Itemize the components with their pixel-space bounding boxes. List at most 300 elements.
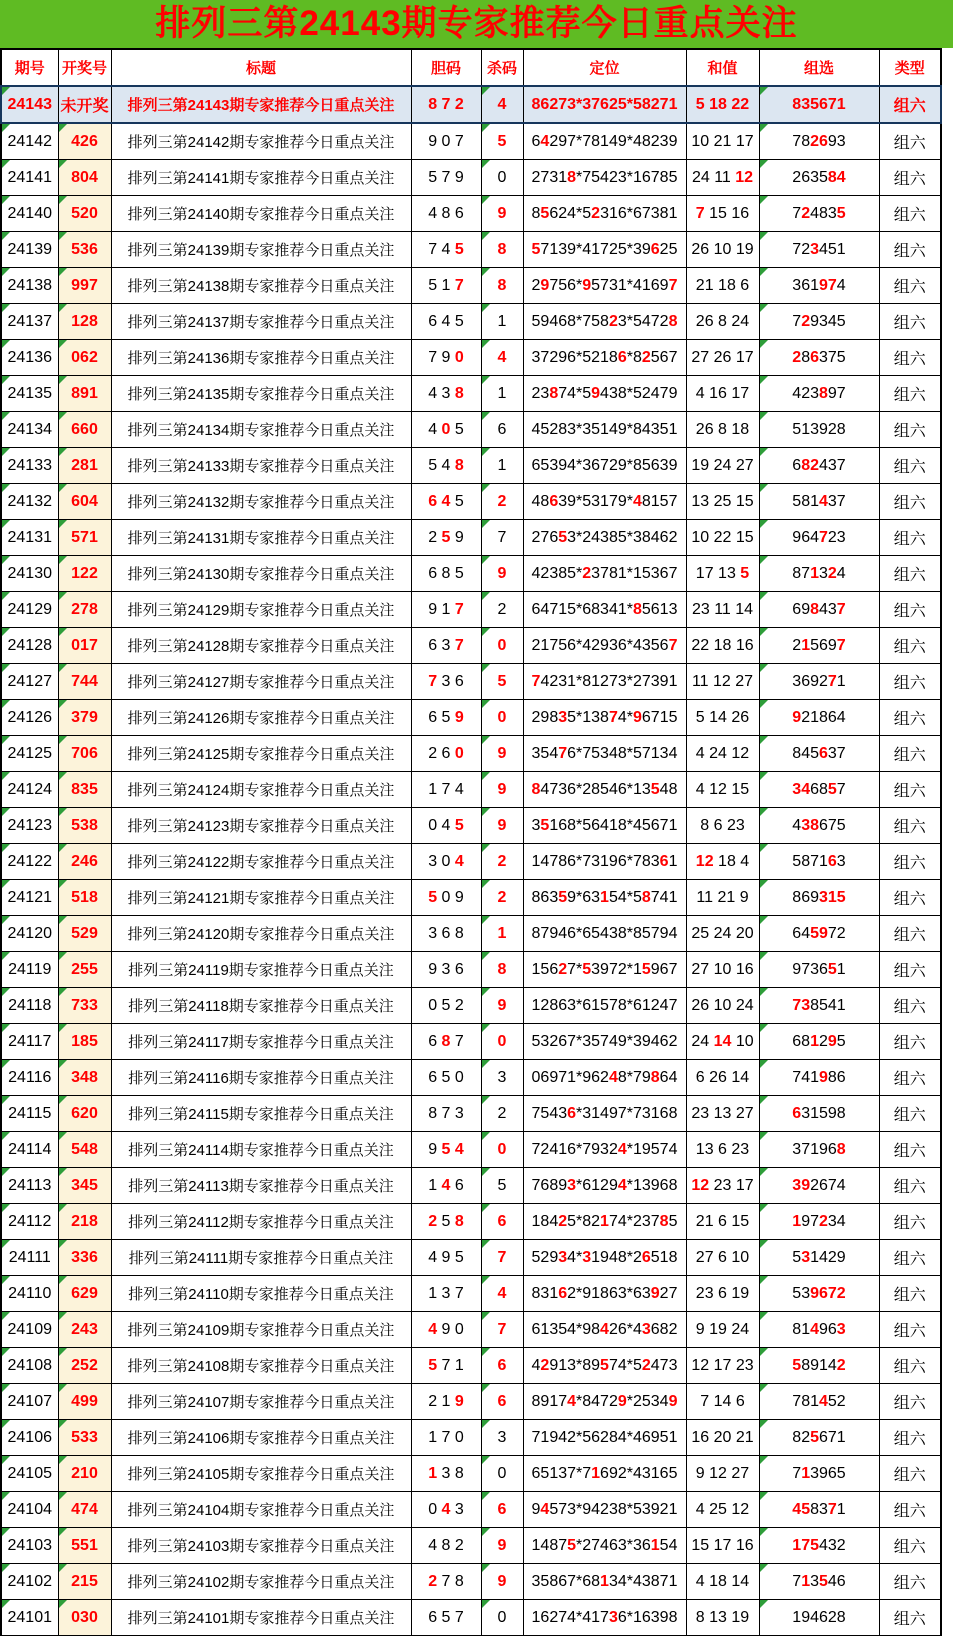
cell-dan[interactable]: 6 3 7 [411, 628, 481, 664]
cell-pos[interactable]: 29756*95731*41697 [523, 268, 686, 304]
cell-sum[interactable]: 11 21 9 [686, 880, 759, 916]
cell-d[interactable]: 122 [58, 556, 111, 592]
cell-dan[interactable]: 5 0 9 [411, 880, 481, 916]
cell-d[interactable]: 891 [58, 376, 111, 412]
cell-g[interactable]: 698437 [759, 592, 879, 628]
cell-pos[interactable]: 87946*65438*85794 [523, 916, 686, 952]
cell-sum[interactable]: 16 20 21 [686, 1420, 759, 1456]
cell-d[interactable]: 551 [58, 1528, 111, 1564]
cell-d[interactable]: 706 [58, 736, 111, 772]
cell-sum[interactable]: 10 21 17 [686, 123, 759, 160]
cell-g[interactable]: 346857 [759, 772, 879, 808]
cell-ty[interactable]: 组六 [879, 1204, 941, 1240]
cell-ty[interactable]: 组六 [879, 844, 941, 880]
cell-p[interactable]: 24136 [1, 340, 58, 376]
cell-p[interactable]: 24134 [1, 412, 58, 448]
cell-sum[interactable]: 7 14 6 [686, 1384, 759, 1420]
cell-pos[interactable]: 83162*91863*63927 [523, 1276, 686, 1312]
cell-sum[interactable]: 9 19 24 [686, 1312, 759, 1348]
cell-k[interactable]: 5 [481, 1168, 523, 1204]
cell-g[interactable]: 814963 [759, 1312, 879, 1348]
cell-sum[interactable]: 26 8 24 [686, 304, 759, 340]
cell-t[interactable]: 排列三第24129期专家推荐今日重点关注 [111, 592, 411, 628]
cell-sum[interactable]: 21 18 6 [686, 268, 759, 304]
cell-g[interactable]: 539672 [759, 1276, 879, 1312]
cell-t[interactable]: 排列三第24104期专家推荐今日重点关注 [111, 1492, 411, 1528]
cell-dan[interactable]: 4 8 6 [411, 196, 481, 232]
cell-t[interactable]: 排列三第24124期专家推荐今日重点关注 [111, 772, 411, 808]
cell-k[interactable] [481, 916, 523, 952]
cell-p[interactable]: 24121 [1, 880, 58, 916]
cell-sum[interactable]: 11 12 27 [686, 664, 759, 700]
cell-ty[interactable]: 组六 [879, 86, 941, 123]
cell-t[interactable]: 排列三第24111期专家推荐今日重点关注 [111, 1240, 411, 1276]
cell-ty[interactable]: 组六 [879, 664, 941, 700]
cell-sum[interactable]: 12 17 23 [686, 1348, 759, 1384]
cell-ty[interactable]: 组六 [879, 1312, 941, 1348]
cell-d[interactable]: 629 [58, 1276, 111, 1312]
cell-g[interactable]: 361974 [759, 268, 879, 304]
cell-pos[interactable]: 12863*61578*61247 [523, 988, 686, 1024]
cell-pos[interactable]: 21756*42936*43567 [523, 628, 686, 664]
cell-d[interactable]: 835 [58, 772, 111, 808]
cell-pos[interactable]: 64715*68341*85613 [523, 592, 686, 628]
cell-g[interactable]: 713546 [759, 1564, 879, 1600]
cell-k[interactable] [481, 1564, 523, 1600]
cell-g[interactable]: 724835 [759, 196, 879, 232]
cell-d[interactable]: 620 [58, 1096, 111, 1132]
cell-k[interactable] [481, 772, 523, 808]
cell-p[interactable]: 24116 [1, 1060, 58, 1096]
cell-p[interactable]: 24142 [1, 123, 58, 160]
cell-g[interactable]: 781452 [759, 1384, 879, 1420]
cell-k[interactable] [481, 952, 523, 988]
cell-ty[interactable]: 组六 [879, 700, 941, 736]
cell-pos[interactable]: 42385*23781*15367 [523, 556, 686, 592]
cell-d[interactable]: 030 [58, 1600, 111, 1636]
cell-g[interactable]: 369271 [759, 664, 879, 700]
cell-sum[interactable]: 4 18 14 [686, 1564, 759, 1600]
cell-k[interactable]: 0 [481, 160, 523, 196]
cell-pos[interactable]: 14875*27463*36154 [523, 1528, 686, 1564]
cell-g[interactable]: 738541 [759, 988, 879, 1024]
column-header-p[interactable]: 期号 [1, 49, 58, 86]
cell-g[interactable]: 175432 [759, 1528, 879, 1564]
cell-p[interactable]: 24129 [1, 592, 58, 628]
cell-k[interactable]: 1 [481, 376, 523, 412]
cell-ty[interactable]: 组六 [879, 736, 941, 772]
cell-pos[interactable]: 16274*41736*16398 [523, 1600, 686, 1636]
cell-g[interactable]: 286375 [759, 340, 879, 376]
cell-ty[interactable]: 组六 [879, 484, 941, 520]
cell-p[interactable]: 24123 [1, 808, 58, 844]
cell-d[interactable]: 062 [58, 340, 111, 376]
cell-ty[interactable]: 组六 [879, 196, 941, 232]
cell-pos[interactable]: 61354*98426*43682 [523, 1312, 686, 1348]
column-header-k[interactable]: 杀码 [481, 49, 523, 86]
cell-t[interactable]: 排列三第24106期专家推荐今日重点关注 [111, 1420, 411, 1456]
cell-pos[interactable]: 65394*36729*85639 [523, 448, 686, 484]
cell-p[interactable]: 24125 [1, 736, 58, 772]
cell-g[interactable]: 263584 [759, 160, 879, 196]
cell-dan[interactable]: 2 7 8 [411, 1564, 481, 1600]
cell-t[interactable]: 排列三第24130期专家推荐今日重点关注 [111, 556, 411, 592]
cell-t[interactable]: 排列三第24125期专家推荐今日重点关注 [111, 736, 411, 772]
cell-ty[interactable]: 组六 [879, 412, 941, 448]
cell-ty[interactable]: 组六 [879, 1384, 941, 1420]
cell-pos[interactable]: 45283*35149*84351 [523, 412, 686, 448]
cell-p[interactable]: 24115 [1, 1096, 58, 1132]
cell-k[interactable] [481, 1204, 523, 1240]
cell-k[interactable]: 3 [481, 1420, 523, 1456]
cell-t[interactable]: 排列三第24119期专家推荐今日重点关注 [111, 952, 411, 988]
cell-k[interactable] [481, 1312, 523, 1348]
cell-d[interactable]: 733 [58, 988, 111, 1024]
cell-t[interactable]: 排列三第24123期专家推荐今日重点关注 [111, 808, 411, 844]
cell-pos[interactable]: 74231*81273*27391 [523, 664, 686, 700]
cell-g[interactable]: 645972 [759, 916, 879, 952]
cell-d[interactable]: 538 [58, 808, 111, 844]
cell-d[interactable]: 218 [58, 1204, 111, 1240]
cell-t[interactable]: 排列三第24127期专家推荐今日重点关注 [111, 664, 411, 700]
cell-dan[interactable]: 6 5 0 [411, 1060, 481, 1096]
cell-p[interactable]: 24113 [1, 1168, 58, 1204]
cell-pos[interactable]: 94573*94238*53921 [523, 1492, 686, 1528]
cell-t[interactable]: 排列三第24121期专家推荐今日重点关注 [111, 880, 411, 916]
cell-p[interactable]: 24122 [1, 844, 58, 880]
cell-dan[interactable]: 6 4 5 [411, 304, 481, 340]
cell-p[interactable]: 24130 [1, 556, 58, 592]
cell-t[interactable]: 排列三第24140期专家推荐今日重点关注 [111, 196, 411, 232]
cell-p[interactable]: 24143 [1, 86, 58, 123]
cell-g[interactable]: 531429 [759, 1240, 879, 1276]
cell-p[interactable]: 24131 [1, 520, 58, 556]
cell-pos[interactable]: 35476*75348*57134 [523, 736, 686, 772]
cell-g[interactable]: 197234 [759, 1204, 879, 1240]
cell-dan[interactable]: 3 0 4 [411, 844, 481, 880]
cell-sum[interactable]: 26 8 18 [686, 412, 759, 448]
cell-g[interactable]: 194628 [759, 1600, 879, 1636]
cell-t[interactable]: 排列三第24105期专家推荐今日重点关注 [111, 1456, 411, 1492]
cell-pos[interactable]: 65137*71692*43165 [523, 1456, 686, 1492]
cell-t[interactable]: 排列三第24102期专家推荐今日重点关注 [111, 1564, 411, 1600]
cell-k[interactable] [481, 1492, 523, 1528]
cell-g[interactable]: 713965 [759, 1456, 879, 1492]
cell-dan[interactable]: 4 3 8 [411, 376, 481, 412]
cell-p[interactable]: 24103 [1, 1528, 58, 1564]
cell-sum[interactable]: 25 24 20 [686, 916, 759, 952]
cell-dan[interactable]: 1 3 7 [411, 1276, 481, 1312]
cell-k[interactable] [481, 1024, 523, 1060]
cell-d[interactable]: 518 [58, 880, 111, 916]
cell-sum[interactable]: 27 26 17 [686, 340, 759, 376]
cell-sum[interactable]: 12 23 17 [686, 1168, 759, 1204]
cell-ty[interactable]: 组六 [879, 556, 941, 592]
cell-g[interactable]: 215697 [759, 628, 879, 664]
cell-dan[interactable]: 8 7 3 [411, 1096, 481, 1132]
cell-pos[interactable]: 35867*68134*43871 [523, 1564, 686, 1600]
cell-sum[interactable]: 4 16 17 [686, 376, 759, 412]
cell-pos[interactable]: 29835*13874*96715 [523, 700, 686, 736]
cell-p[interactable]: 24141 [1, 160, 58, 196]
cell-ty[interactable]: 组六 [879, 1528, 941, 1564]
cell-p[interactable]: 24132 [1, 484, 58, 520]
cell-t[interactable]: 排列三第24115期专家推荐今日重点关注 [111, 1096, 411, 1132]
cell-sum[interactable]: 17 13 5 [686, 556, 759, 592]
cell-k[interactable] [481, 736, 523, 772]
cell-sum[interactable]: 4 12 15 [686, 772, 759, 808]
cell-g[interactable]: 835671 [759, 86, 879, 123]
cell-k[interactable]: 1 [481, 448, 523, 484]
cell-sum[interactable]: 26 10 24 [686, 988, 759, 1024]
cell-sum[interactable]: 13 25 15 [686, 484, 759, 520]
cell-t[interactable]: 排列三第24120期专家推荐今日重点关注 [111, 916, 411, 952]
cell-d[interactable]: 660 [58, 412, 111, 448]
cell-pos[interactable]: 72416*79324*19574 [523, 1132, 686, 1168]
cell-k[interactable] [481, 232, 523, 268]
cell-k[interactable] [481, 1132, 523, 1168]
cell-dan[interactable]: 4 0 5 [411, 412, 481, 448]
cell-d[interactable]: 744 [58, 664, 111, 700]
cell-g[interactable]: 973651 [759, 952, 879, 988]
cell-k[interactable] [481, 1276, 523, 1312]
cell-sum[interactable]: 24 11 12 [686, 160, 759, 196]
cell-pos[interactable]: 86359*63154*58741 [523, 880, 686, 916]
cell-p[interactable]: 24117 [1, 1024, 58, 1060]
cell-dan[interactable]: 4 8 2 [411, 1528, 481, 1564]
cell-p[interactable]: 24126 [1, 700, 58, 736]
cell-d[interactable]: 210 [58, 1456, 111, 1492]
cell-sum[interactable]: 19 24 27 [686, 448, 759, 484]
cell-t[interactable]: 排列三第24110期专家推荐今日重点关注 [111, 1276, 411, 1312]
cell-d[interactable]: 281 [58, 448, 111, 484]
cell-t[interactable]: 排列三第24117期专家推荐今日重点关注 [111, 1024, 411, 1060]
cell-t[interactable]: 排列三第24122期专家推荐今日重点关注 [111, 844, 411, 880]
cell-p[interactable]: 24124 [1, 772, 58, 808]
cell-d[interactable]: 571 [58, 520, 111, 556]
cell-dan[interactable]: 0 4 3 [411, 1492, 481, 1528]
cell-ty[interactable]: 组六 [879, 1564, 941, 1600]
cell-dan[interactable]: 5 1 7 [411, 268, 481, 304]
cell-dan[interactable]: 2 1 9 [411, 1384, 481, 1420]
cell-d[interactable]: 426 [58, 123, 111, 160]
cell-pos[interactable]: 27653*24385*38462 [523, 520, 686, 556]
cell-ty[interactable]: 组六 [879, 628, 941, 664]
cell-g[interactable]: 589142 [759, 1348, 879, 1384]
cell-sum[interactable]: 21 6 15 [686, 1204, 759, 1240]
cell-pos[interactable]: 27318*75423*16785 [523, 160, 686, 196]
cell-t[interactable]: 排列三第24107期专家推荐今日重点关注 [111, 1384, 411, 1420]
cell-sum[interactable]: 6 26 14 [686, 1060, 759, 1096]
cell-p[interactable]: 24133 [1, 448, 58, 484]
cell-g[interactable]: 681295 [759, 1024, 879, 1060]
cell-g[interactable]: 825671 [759, 1420, 879, 1456]
cell-d[interactable]: 017 [58, 628, 111, 664]
cell-k[interactable] [481, 196, 523, 232]
cell-t[interactable]: 排列三第24108期专家推荐今日重点关注 [111, 1348, 411, 1384]
cell-sum[interactable]: 26 10 19 [686, 232, 759, 268]
cell-sum[interactable]: 23 11 14 [686, 592, 759, 628]
cell-t[interactable]: 排列三第24141期专家推荐今日重点关注 [111, 160, 411, 196]
cell-sum[interactable]: 22 18 16 [686, 628, 759, 664]
cell-k[interactable] [481, 664, 523, 700]
cell-dan[interactable]: 9 5 4 [411, 1132, 481, 1168]
cell-k[interactable] [481, 700, 523, 736]
cell-k[interactable] [481, 988, 523, 1024]
cell-t[interactable]: 排列三第24101期专家推荐今日重点关注 [111, 1600, 411, 1636]
cell-ty[interactable]: 组六 [879, 1348, 941, 1384]
cell-sum[interactable]: 23 13 27 [686, 1096, 759, 1132]
cell-dan[interactable]: 3 6 8 [411, 916, 481, 952]
cell-sum[interactable]: 15 17 16 [686, 1528, 759, 1564]
cell-g[interactable]: 587163 [759, 844, 879, 880]
cell-d[interactable]: 128 [58, 304, 111, 340]
cell-dan[interactable]: 5 4 8 [411, 448, 481, 484]
cell-g[interactable]: 921864 [759, 700, 879, 736]
cell-dan[interactable]: 7 3 6 [411, 664, 481, 700]
cell-g[interactable]: 729345 [759, 304, 879, 340]
cell-sum[interactable]: 7 15 16 [686, 196, 759, 232]
cell-ty[interactable]: 组六 [879, 1456, 941, 1492]
cell-ty[interactable]: 组六 [879, 304, 941, 340]
cell-k[interactable] [481, 1528, 523, 1564]
cell-p[interactable]: 24114 [1, 1132, 58, 1168]
cell-dan[interactable]: 4 9 0 [411, 1312, 481, 1348]
cell-t[interactable]: 排列三第24137期专家推荐今日重点关注 [111, 304, 411, 340]
cell-t[interactable]: 排列三第24139期专家推荐今日重点关注 [111, 232, 411, 268]
cell-dan[interactable]: 7 4 5 [411, 232, 481, 268]
cell-ty[interactable]: 组六 [879, 952, 941, 988]
cell-k[interactable]: 1 [481, 304, 523, 340]
cell-ty[interactable]: 组六 [879, 808, 941, 844]
cell-sum[interactable]: 8 6 23 [686, 808, 759, 844]
cell-d[interactable]: 536 [58, 232, 111, 268]
cell-d[interactable]: 474 [58, 1492, 111, 1528]
cell-p[interactable]: 24119 [1, 952, 58, 988]
cell-d[interactable]: 997 [58, 268, 111, 304]
cell-g[interactable]: 513928 [759, 412, 879, 448]
cell-ty[interactable]: 组六 [879, 1276, 941, 1312]
cell-t[interactable]: 排列三第24112期专家推荐今日重点关注 [111, 1204, 411, 1240]
cell-sum[interactable]: 8 13 19 [686, 1600, 759, 1636]
cell-ty[interactable]: 组六 [879, 160, 941, 196]
cell-pos[interactable]: 06971*96248*79864 [523, 1060, 686, 1096]
cell-k[interactable]: 4 [481, 86, 523, 123]
cell-p[interactable]: 24109 [1, 1312, 58, 1348]
cell-ty[interactable]: 组六 [879, 376, 941, 412]
cell-pos[interactable]: 89174*84729*25349 [523, 1384, 686, 1420]
cell-dan[interactable]: 6 8 7 [411, 1024, 481, 1060]
cell-dan[interactable]: 6 4 5 [411, 484, 481, 520]
cell-g[interactable]: 723451 [759, 232, 879, 268]
cell-dan[interactable]: 1 7 4 [411, 772, 481, 808]
cell-d[interactable]: 未开奖 [58, 86, 111, 123]
cell-p[interactable]: 24101 [1, 1600, 58, 1636]
cell-t[interactable]: 排列三第24136期专家推荐今日重点关注 [111, 340, 411, 376]
cell-k[interactable]: 3 [481, 1060, 523, 1096]
cell-p[interactable]: 24127 [1, 664, 58, 700]
cell-dan[interactable]: 7 9 0 [411, 340, 481, 376]
cell-d[interactable]: 243 [58, 1312, 111, 1348]
cell-t[interactable]: 排列三第24133期专家推荐今日重点关注 [111, 448, 411, 484]
cell-pos[interactable]: 59468*75823*54728 [523, 304, 686, 340]
cell-ty[interactable]: 组六 [879, 592, 941, 628]
cell-p[interactable]: 24110 [1, 1276, 58, 1312]
cell-t[interactable]: 排列三第24132期专家推荐今日重点关注 [111, 484, 411, 520]
cell-dan[interactable]: 8 7 2 [411, 86, 481, 123]
cell-pos[interactable]: 53267*35749*39462 [523, 1024, 686, 1060]
cell-dan[interactable]: 5 7 1 [411, 1348, 481, 1384]
cell-t[interactable]: 排列三第24142期专家推荐今日重点关注 [111, 123, 411, 160]
cell-ty[interactable]: 组六 [879, 520, 941, 556]
cell-t[interactable]: 排列三第24128期专家推荐今日重点关注 [111, 628, 411, 664]
cell-sum[interactable]: 13 6 23 [686, 1132, 759, 1168]
cell-dan[interactable]: 1 4 6 [411, 1168, 481, 1204]
cell-dan[interactable]: 0 4 5 [411, 808, 481, 844]
cell-k[interactable] [481, 808, 523, 844]
cell-p[interactable]: 24118 [1, 988, 58, 1024]
cell-p[interactable]: 24140 [1, 196, 58, 232]
cell-d[interactable]: 533 [58, 1420, 111, 1456]
cell-p[interactable]: 24107 [1, 1384, 58, 1420]
cell-sum[interactable]: 4 25 12 [686, 1492, 759, 1528]
cell-d[interactable]: 548 [58, 1132, 111, 1168]
cell-p[interactable]: 24139 [1, 232, 58, 268]
cell-d[interactable]: 604 [58, 484, 111, 520]
cell-k[interactable] [481, 628, 523, 664]
cell-g[interactable]: 741986 [759, 1060, 879, 1096]
cell-dan[interactable]: 2 5 9 [411, 520, 481, 556]
cell-ty[interactable]: 组六 [879, 1024, 941, 1060]
cell-sum[interactable]: 12 18 4 [686, 844, 759, 880]
cell-dan[interactable]: 4 9 5 [411, 1240, 481, 1276]
cell-k[interactable] [481, 880, 523, 916]
cell-p[interactable]: 24137 [1, 304, 58, 340]
cell-t[interactable]: 排列三第24103期专家推荐今日重点关注 [111, 1528, 411, 1564]
cell-p[interactable]: 24108 [1, 1348, 58, 1384]
cell-p[interactable]: 24135 [1, 376, 58, 412]
cell-dan[interactable]: 1 7 0 [411, 1420, 481, 1456]
cell-g[interactable]: 964723 [759, 520, 879, 556]
column-header-d[interactable]: 开奖号 [58, 49, 111, 86]
cell-dan[interactable]: 2 5 8 [411, 1204, 481, 1240]
cell-sum[interactable]: 27 10 16 [686, 952, 759, 988]
cell-g[interactable]: 581437 [759, 484, 879, 520]
cell-p[interactable]: 24111 [1, 1240, 58, 1276]
cell-d[interactable]: 499 [58, 1384, 111, 1420]
cell-sum[interactable]: 23 6 19 [686, 1276, 759, 1312]
cell-d[interactable]: 379 [58, 700, 111, 736]
cell-k[interactable] [481, 1240, 523, 1276]
cell-ty[interactable]: 组六 [879, 880, 941, 916]
cell-ty[interactable]: 组六 [879, 772, 941, 808]
cell-pos[interactable]: 85624*52316*67381 [523, 196, 686, 232]
cell-g[interactable]: 458371 [759, 1492, 879, 1528]
cell-t[interactable]: 排列三第24143期专家推荐今日重点关注 [111, 86, 411, 123]
cell-k[interactable]: 2 [481, 592, 523, 628]
cell-dan[interactable]: 1 3 8 [411, 1456, 481, 1492]
column-header-sum[interactable]: 和值 [686, 49, 759, 86]
cell-k[interactable] [481, 1384, 523, 1420]
cell-d[interactable]: 345 [58, 1168, 111, 1204]
cell-d[interactable]: 246 [58, 844, 111, 880]
cell-pos[interactable]: 48639*53179*48157 [523, 484, 686, 520]
cell-pos[interactable]: 18425*82174*23785 [523, 1204, 686, 1240]
cell-pos[interactable]: 15627*53972*15967 [523, 952, 686, 988]
cell-pos[interactable]: 64297*78149*48239 [523, 123, 686, 160]
cell-d[interactable]: 529 [58, 916, 111, 952]
cell-t[interactable]: 排列三第24126期专家推荐今日重点关注 [111, 700, 411, 736]
